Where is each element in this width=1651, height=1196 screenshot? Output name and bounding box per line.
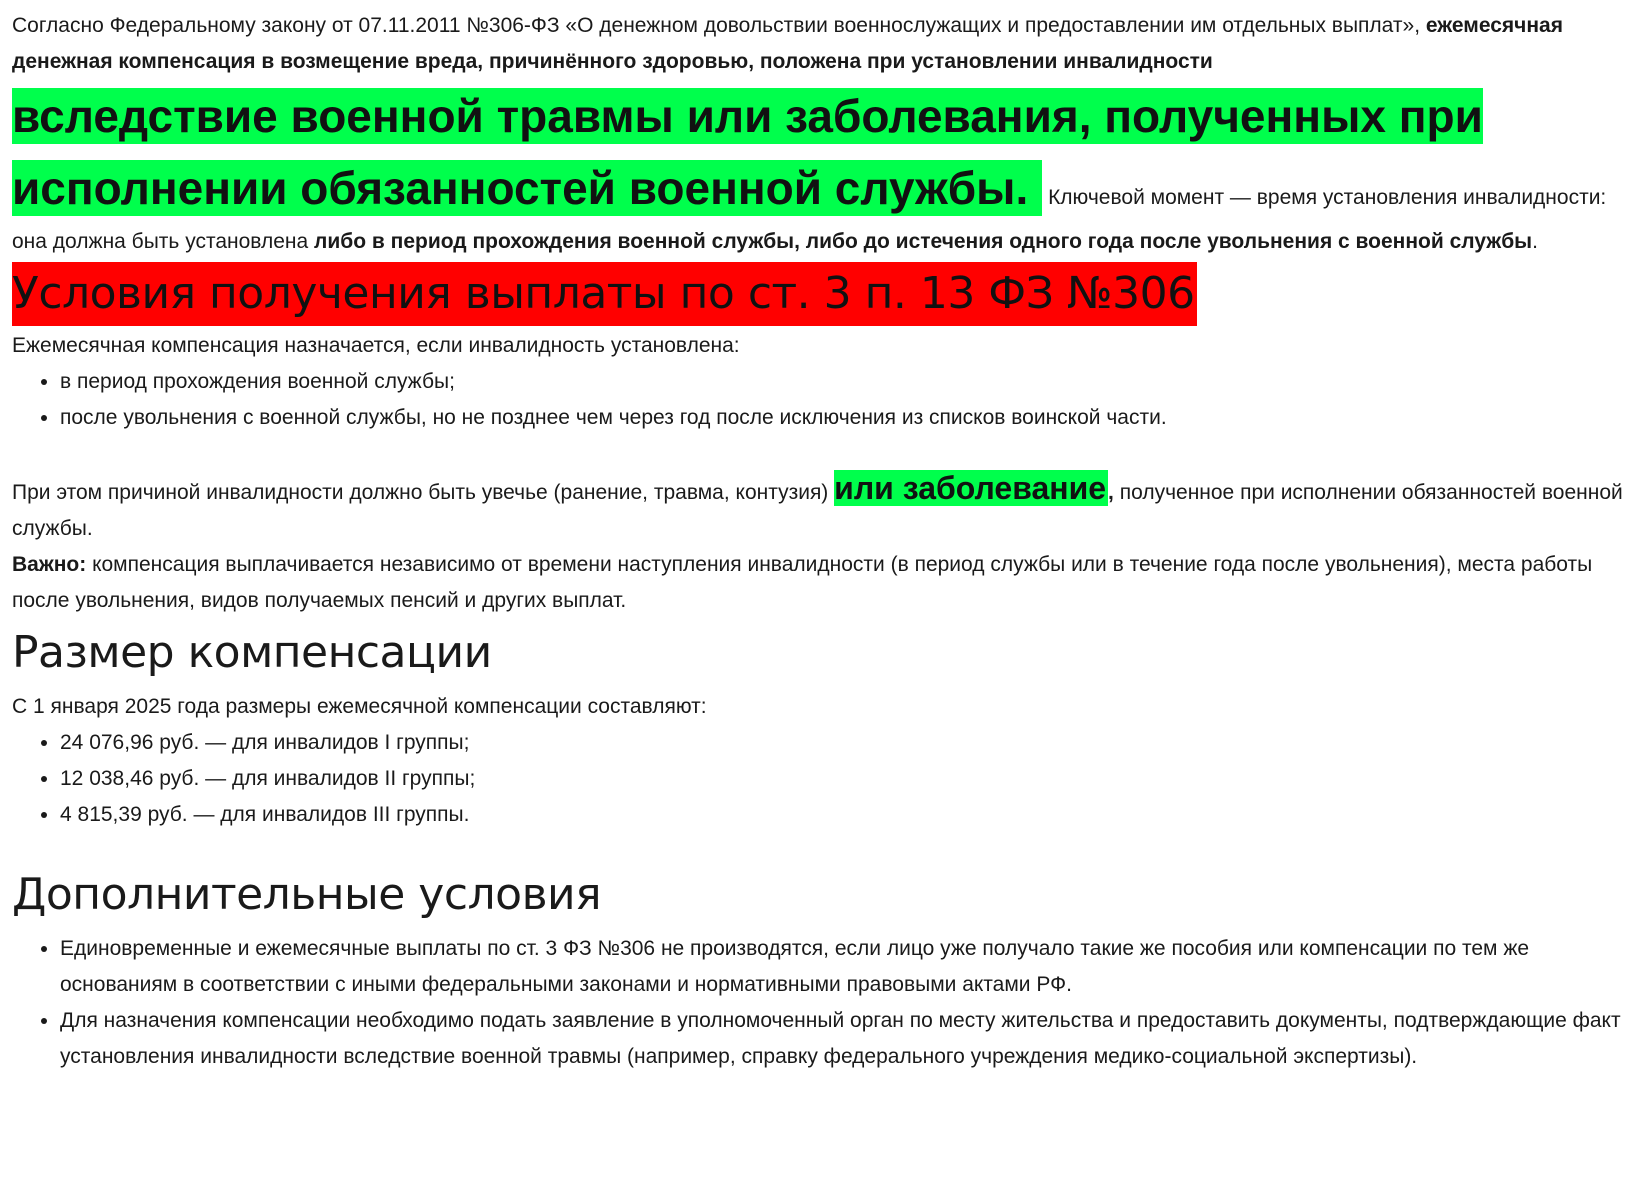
extra-list — [12, 931, 1639, 1075]
conditions-list — [12, 364, 1639, 436]
key-moment-text: Ключевой момент — время установления инвалидности: она должна быть установлена — [12, 186, 1607, 253]
cause-comma: , — [1108, 481, 1114, 504]
intro-paragraph — [12, 8, 1639, 260]
list-item: • 24 076,96 руб. — для инвалидов I группы; — [60, 725, 1639, 761]
highlight-disease: или заболевание — [834, 470, 1107, 506]
cause-text: При этом причиной инвалидности должно быть увечье (ранение, травма, контузия) — [12, 481, 835, 504]
intro-bold-text: ежемесячная денежная компенсация в возмещение вреда, причинённого здоровью, положена при установлении инвалидности — [12, 14, 1563, 73]
key-moment-bold: либо в период прохождения военной службы, либо до истечения одного года после увольнения с военной службы — [314, 230, 1533, 253]
highlight-military-trauma: вследствие военной травмы или заболевания, полученных при исполнении обязанностей военной службы. — [12, 90, 1483, 214]
extra-heading: Дополнительные условия — [12, 869, 602, 920]
list-item: • Единовременные и ежемесячные выплаты по ст. 3 ФЗ №306 не производятся, если лицо уже получало такие же пособия или компенсации по тем же основаниям в соответствии с иными федеральными законами и нормативными правовыми актами РФ. — [60, 931, 1639, 1003]
spacer — [12, 436, 1639, 470]
list-item: • в период прохождения военной службы; — [60, 364, 1639, 400]
size-list — [12, 725, 1639, 833]
list-item: • 4 815,39 руб. — для инвалидов III группы. — [60, 797, 1639, 833]
conditions-lead: Ежемесячная компенсация назначается, если инвалидность установлена: — [12, 334, 740, 357]
intro-end: . — [1532, 230, 1538, 253]
important-paragraph — [12, 547, 1639, 619]
size-lead: С 1 января 2025 года размеры ежемесячной компенсации составляют: — [12, 695, 707, 718]
important-text: компенсация выплачивается независимо от времени наступления инвалидности (в период службы или в течение года после увольнения), места работы после увольнения, видов получаемых пенсий и других выплат. — [12, 553, 1593, 612]
list-item: • Для назначения компенсации необходимо подать заявление в уполномоченный орган по месту жительства и предоставить документы, подтверждающие факт установления инвалидности вследствие военной травмы (например, справку федерального учреждения медико-социальной экспертизы). — [60, 1003, 1639, 1075]
important-label: Важно: — [12, 553, 87, 576]
cause-text-after: полученное при исполнении обязанностей военной службы. — [12, 481, 1623, 540]
conditions-heading: Условия получения выплаты по ст. 3 п. 13 ФЗ №306 — [12, 262, 1197, 326]
intro-text: Согласно Федеральному закону от 07.11.2011 №306-ФЗ «О денежном довольствии военнослужащих и предоставлении им отдельных выплат», — [12, 14, 1426, 37]
list-item: • 12 038,46 руб. — для инвалидов II группы; — [60, 761, 1639, 797]
list-item: • после увольнения с военной службы, но не позднее чем через год после исключения из списков воинской части. — [60, 400, 1639, 436]
size-heading: Размер компенсации — [12, 627, 492, 678]
cause-paragraph — [12, 470, 1639, 547]
